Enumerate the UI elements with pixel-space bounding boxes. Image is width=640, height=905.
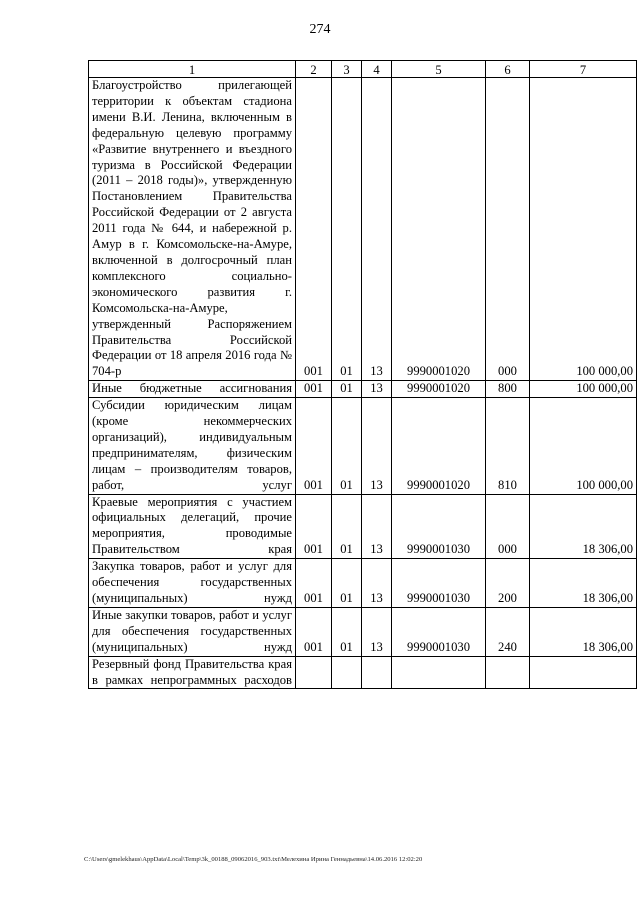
row-code-5: 9990001030 (392, 559, 486, 608)
table-row (89, 656, 637, 689)
file-path-footer: C:\Users\gmelekhaus\AppData\Local\Temp\3k_00188_09062016_903.txt\Мелехина Ирина Геннадьевна\14.06.2016 12:02:20 (84, 856, 423, 863)
table-row (89, 78, 637, 381)
row-code-3 (332, 656, 362, 689)
row-code-6: 800 (486, 381, 530, 398)
row-code-5: 9990001030 (392, 494, 486, 559)
row-amount: 100 000,00 (530, 381, 637, 398)
table-header-row (89, 61, 637, 78)
row-amount: 100 000,00 (530, 78, 637, 381)
table-row (89, 559, 637, 608)
row-amount: 100 000,00 (530, 398, 637, 494)
row-code-3: 01 (332, 494, 362, 559)
row-amount (530, 656, 637, 689)
row-code-2: 001 (296, 559, 332, 608)
row-code-5 (392, 656, 486, 689)
row-code-6: 000 (486, 78, 530, 381)
header-col-7: 7 (530, 61, 637, 78)
row-code-4: 13 (362, 78, 392, 381)
page-number: 274 (309, 22, 331, 37)
header-col-3: 3 (332, 61, 362, 78)
row-code-2: 001 (296, 607, 332, 656)
row-code-2: 001 (296, 78, 332, 381)
row-code-5: 9990001030 (392, 607, 486, 656)
row-name: Краевые мероприятия с участием официальных делегаций, прочие мероприятия, проводимые Правительством края (89, 494, 296, 559)
table-row (89, 607, 637, 656)
row-code-2: 001 (296, 398, 332, 494)
row-code-3: 01 (332, 559, 362, 608)
header-col-1: 1 (89, 61, 296, 78)
row-amount: 18 306,00 (530, 607, 637, 656)
header-col-5: 5 (392, 61, 486, 78)
row-name: Иные бюджетные ассигнования (89, 381, 296, 398)
table-row (89, 398, 637, 494)
row-code-2: 001 (296, 381, 332, 398)
row-code-4: 13 (362, 381, 392, 398)
row-name: Закупка товаров, работ и услуг для обеспечения государственных (муниципальных) нужд (89, 559, 296, 608)
row-code-3: 01 (332, 78, 362, 381)
row-code-3: 01 (332, 607, 362, 656)
row-code-5: 9990001020 (392, 381, 486, 398)
row-name: Субсидии юридическим лицам (кроме некоммерческих организаций), индивидуальным предпринимателям, физическим лицам – производителям товаров, работ, услуг (89, 398, 296, 494)
row-code-5: 9990001020 (392, 398, 486, 494)
header-col-6: 6 (486, 61, 530, 78)
header-col-2: 2 (296, 61, 332, 78)
row-code-4: 13 (362, 607, 392, 656)
row-code-4: 13 (362, 398, 392, 494)
budget-table (88, 60, 637, 689)
row-code-6: 200 (486, 559, 530, 608)
row-name: Иные закупки товаров, работ и услуг для обеспечения государственных (муниципальных) нужд (89, 607, 296, 656)
row-code-5: 9990001020 (392, 78, 486, 381)
table-row (89, 381, 637, 398)
row-name: Благоустройство прилегающей территории к объектам стадиона имени В.И. Ленина, включенным в федеральную целевую программу «Развитие внутреннего и въездного туризма в Российской Федерации (2011 – 2018 годы)», утвержденную Постановлением Правительства Российской Федерации от 2 августа 2011 года № 644, и набережной р. Амур в г. Комсомольске-на-Амуре, включенной в долгосрочный план комплексного социально-экономического развития г. Комсомольска-на-Амуре, утвержденный Распоряжением Правительства Российской Федерации от 18 апреля 2016 года № 704-р (89, 78, 296, 381)
row-code-2: 001 (296, 494, 332, 559)
row-code-6: 240 (486, 607, 530, 656)
header-col-4: 4 (362, 61, 392, 78)
row-amount: 18 306,00 (530, 494, 637, 559)
row-code-3: 01 (332, 398, 362, 494)
row-code-4 (362, 656, 392, 689)
row-code-2 (296, 656, 332, 689)
row-code-3: 01 (332, 381, 362, 398)
row-code-6: 810 (486, 398, 530, 494)
row-code-4: 13 (362, 559, 392, 608)
table-row (89, 494, 637, 559)
row-amount: 18 306,00 (530, 559, 637, 608)
row-code-6 (486, 656, 530, 689)
row-code-4: 13 (362, 494, 392, 559)
row-name: Резервный фонд Правительства края в рамках непрограммных расходов (89, 656, 296, 689)
row-code-6: 000 (486, 494, 530, 559)
